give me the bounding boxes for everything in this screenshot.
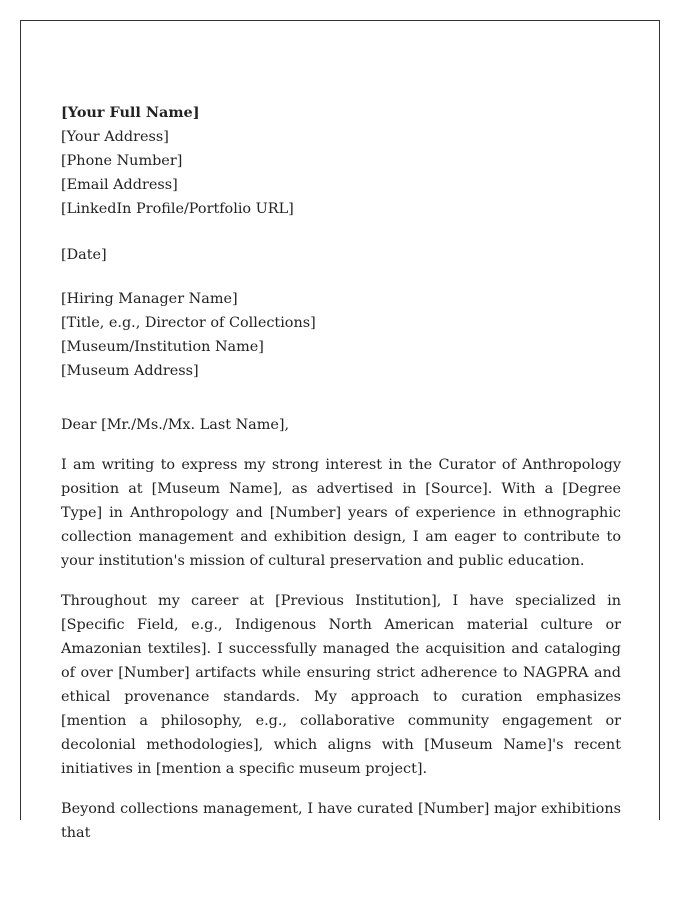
recipient-title: [Title, e.g., Director of Collections] xyxy=(61,315,316,331)
salutation xyxy=(61,413,621,437)
sender-phone: [Phone Number] xyxy=(61,153,183,169)
recipient-institution: [Museum/Institution Name] xyxy=(61,339,264,355)
body-paragraph-1: I am writing to express my strong interest in the Curator of Anthropology position at [Museum Name], as advertised in [Source]. With a [Degree Type] in Anthropology and [Number] years of experience in ethnographic collection management and exhibition design, I am eager to contribute to your institution's mission of cultural preservation and public education. xyxy=(61,457,621,569)
recipient-address: [Museum Address] xyxy=(61,363,199,379)
date-block xyxy=(61,243,621,267)
body-paragraph-2: Throughout my career at [Previous Institution], I have specialized in [Specific Field, e.g., Indigenous North American material culture or Amazonian textiles]. I successfully managed the acquisition and cataloging of over [Number] artifacts while ensuring strict adherence to NAGPRA and ethical provenance standards. My approach to curation emphasizes [mention a philosophy, e.g., collaborative community engagement or decolonial methodologies], which aligns with [Museum Name]'s recent initiatives in [mention a specific museum project]. xyxy=(61,593,621,777)
letter-page xyxy=(20,20,660,841)
sender-linkedin: [LinkedIn Profile/Portfolio URL] xyxy=(61,201,294,217)
recipient-block xyxy=(61,287,621,383)
letter-date: [Date] xyxy=(61,247,107,263)
recipient-name: [Hiring Manager Name] xyxy=(61,291,238,307)
body-paragraph-3: Beyond collections management, I have curated [Number] major exhibitions that xyxy=(61,801,621,841)
sender-email: [Email Address] xyxy=(61,177,178,193)
sender-block xyxy=(61,101,621,221)
sender-name: [Your Full Name] xyxy=(61,104,200,121)
sender-address: [Your Address] xyxy=(61,129,169,145)
salutation-text: Dear [Mr./Ms./Mx. Last Name], xyxy=(61,417,290,433)
letter-content xyxy=(61,101,621,845)
